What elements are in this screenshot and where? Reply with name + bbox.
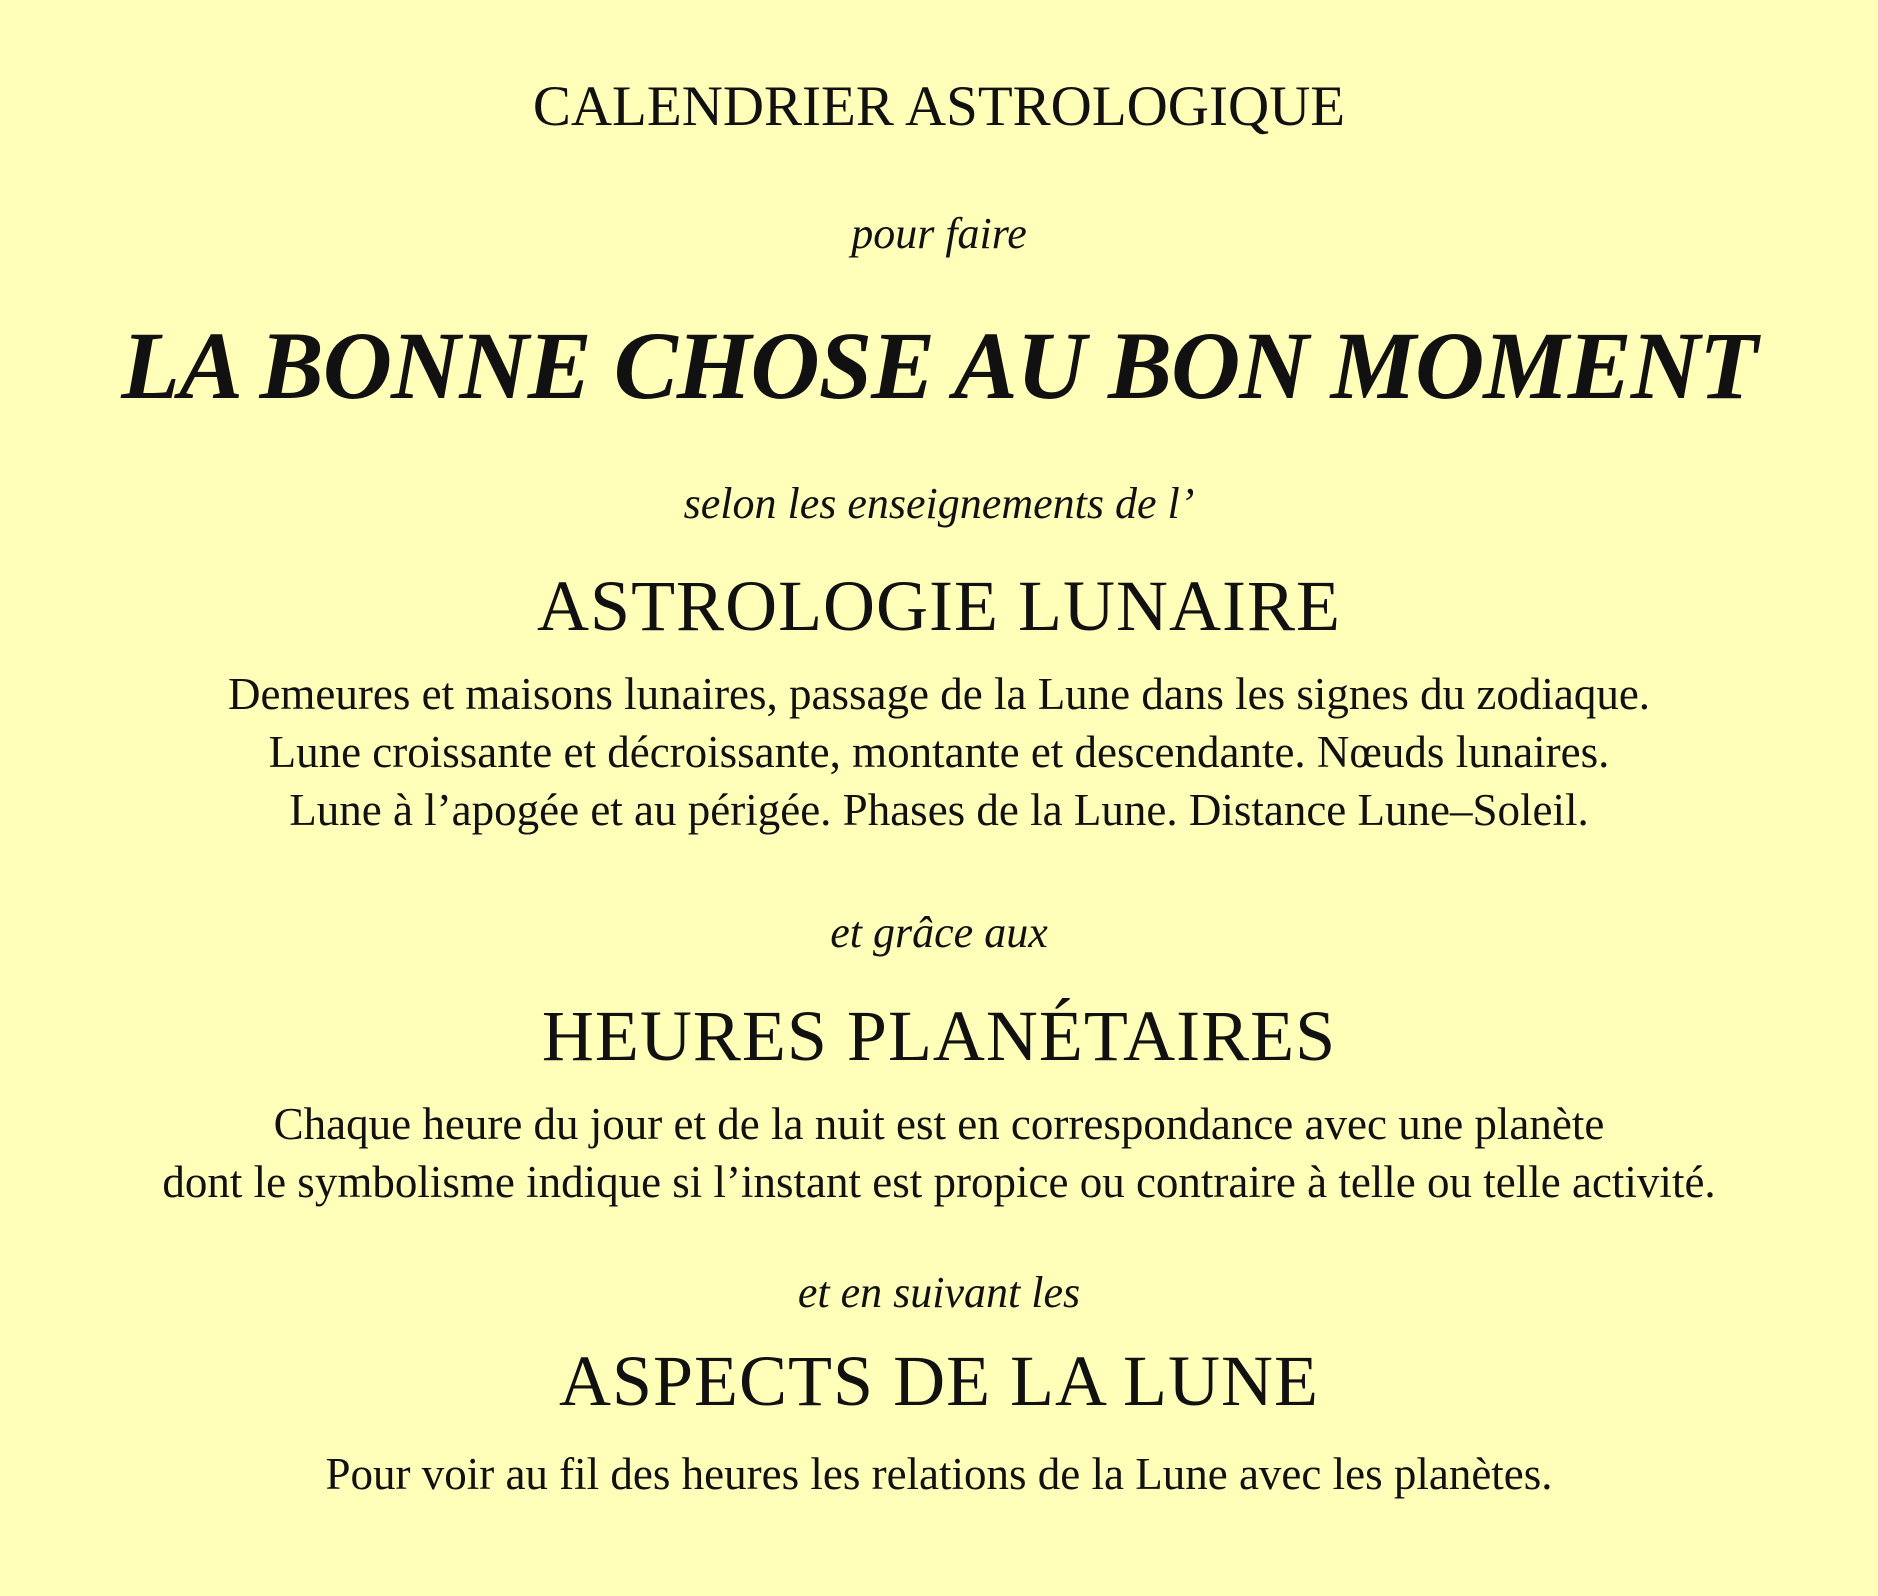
intro-et-en-suivant-les: et en suivant les: [797, 1268, 1081, 1317]
section-title-astrologie-lunaire: ASTROLOGIE LUNAIRE: [537, 566, 1341, 646]
intro-selon-les-enseignements: selon les enseignements de l’: [683, 479, 1195, 528]
section-title-heures-planetaires: HEURES PLANÉTAIRES: [541, 996, 1337, 1076]
section-3-line-1: Pour voir au fil des heures les relations de la Lune avec les planètes.: [325, 1449, 1553, 1499]
main-title: LA BONNE CHOSE AU BON MOMENT: [121, 312, 1757, 419]
intro-et-grace-aux: et grâce aux: [830, 908, 1048, 957]
section-1-line-1: Demeures et maisons lunaires, passage de la Lune dans les signes du zodiaque.: [227, 669, 1651, 719]
section-1-line-2: Lune croissante et décroissante, montante et descendante. Nœuds lunaires.: [268, 727, 1610, 777]
document-header: CALENDRIER ASTROLOGIQUE: [532, 75, 1346, 138]
section-1-line-3: Lune à l’apogée et au périgée. Phases de la Lune. Distance Lune–Soleil.: [289, 785, 1589, 835]
section-title-aspects-de-la-lune: ASPECTS DE LA LUNE: [558, 1341, 1320, 1421]
intro-pour-faire: pour faire: [851, 209, 1027, 258]
section-2-line-1: Chaque heure du jour et de la nuit est en correspondance avec une planète: [273, 1099, 1605, 1149]
section-2-line-2: dont le symbolisme indique si l’instant est propice ou contraire à telle ou telle activité.: [162, 1157, 1716, 1207]
